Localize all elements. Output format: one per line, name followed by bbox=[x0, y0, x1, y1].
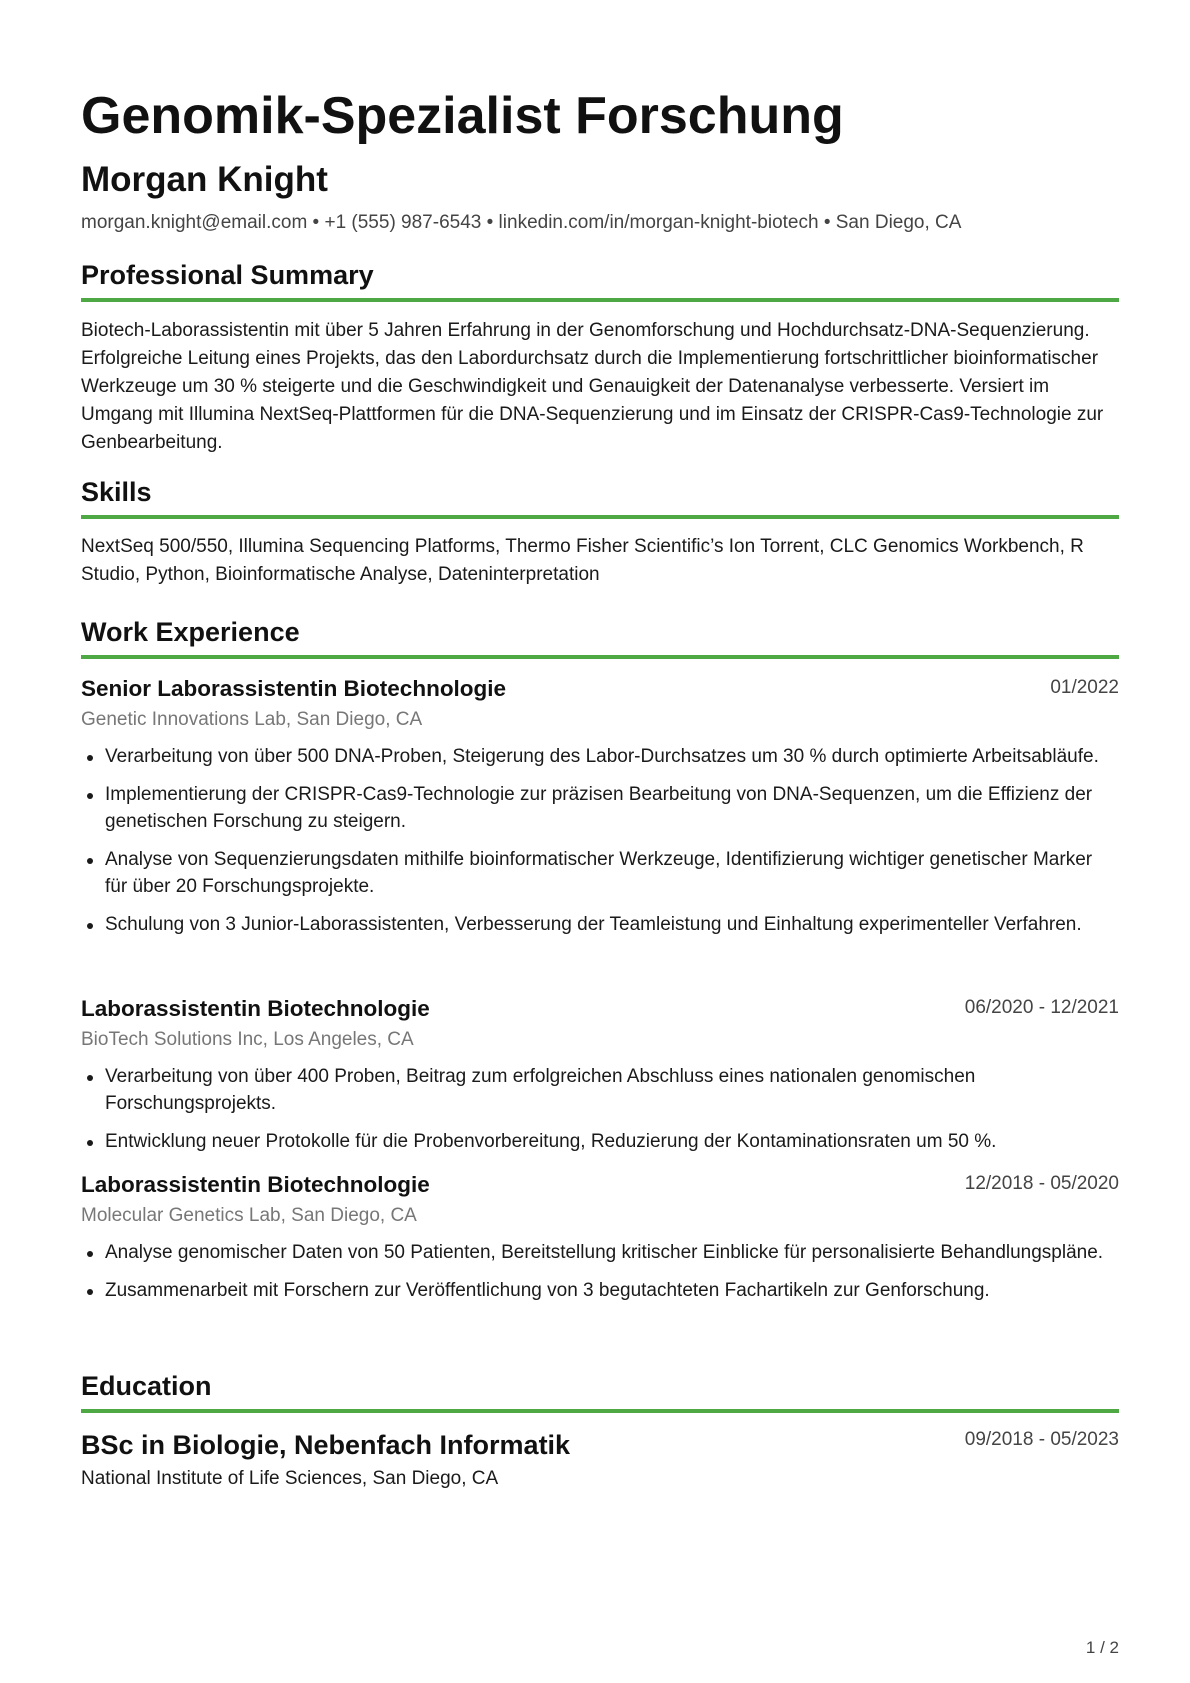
bullet-text: Verarbeitung von über 400 Proben, Beitrag zum erfolgreichen Abschluss eines nationalen genomischen Forschungsprojekts. bbox=[105, 1066, 976, 1114]
bullet-icon bbox=[87, 923, 93, 929]
bullet-text: Analyse von Sequenzierungsdaten mithilfe bioinformatischer Werkzeuge, Identifizierung wichtiger genetischer Marker für über 20 Forschungsprojekte. bbox=[105, 849, 1093, 897]
bullet-icon bbox=[87, 793, 93, 799]
bullet-icon bbox=[87, 755, 93, 761]
job-company: BioTech Solutions Inc, Los Angeles, CA bbox=[81, 1029, 414, 1050]
job-title: Laborassistentin Biotechnologie bbox=[81, 996, 430, 1021]
list-item bbox=[81, 1063, 1119, 1117]
list-item bbox=[81, 846, 1119, 900]
list-item bbox=[81, 1239, 1119, 1266]
bullet-icon bbox=[87, 1289, 93, 1295]
bullet-text: Zusammenarbeit mit Forschern zur Veröffentlichung von 3 begutachteten Fachartikeln zur Genforschung. bbox=[105, 1280, 990, 1301]
summary-divider bbox=[81, 298, 1119, 302]
job-title: Senior Laborassistentin Biotechnologie bbox=[81, 676, 507, 701]
list-item bbox=[81, 911, 1119, 938]
education-heading: Education bbox=[81, 1371, 212, 1401]
job-title: Laborassistentin Biotechnologie bbox=[81, 1172, 430, 1197]
job-company: Molecular Genetics Lab, San Diego, CA bbox=[81, 1205, 417, 1226]
list-item bbox=[81, 1128, 1119, 1155]
contact-line: morgan.knight@email.com • +1 (555) 987-6543 • linkedin.com/in/morgan-knight-biotech • San Diego, CA bbox=[81, 212, 962, 233]
bullet-text: Entwicklung neuer Protokolle für die Probenvorbereitung, Reduzierung der Kontaminationsraten um 50 %. bbox=[105, 1131, 997, 1152]
job-date: 01/2022 bbox=[1050, 677, 1119, 698]
bullet-text: Implementierung der CRISPR-Cas9-Technologie zur präzisen Bearbeitung von DNA-Sequenzen, um die Effizienz der genetischen Forschung zu steigern. bbox=[105, 784, 1093, 832]
resume-title: Genomik-Spezialist Forschung bbox=[81, 87, 844, 145]
education-divider bbox=[81, 1409, 1119, 1413]
experience-divider bbox=[81, 655, 1119, 659]
experience-heading: Work Experience bbox=[81, 617, 300, 647]
bullet-text: Analyse genomischer Daten von 50 Patienten, Bereitstellung kritischer Einblicke für personalisierte Behandlungspläne. bbox=[105, 1242, 1104, 1263]
bullet-icon bbox=[87, 1251, 93, 1257]
page-number: 1 / 2 bbox=[1085, 1638, 1119, 1657]
bullet-icon bbox=[87, 1075, 93, 1081]
school-name: National Institute of Life Sciences, San Diego, CA bbox=[81, 1468, 499, 1489]
person-name: Morgan Knight bbox=[81, 160, 328, 199]
skills-divider bbox=[81, 515, 1119, 519]
job-bullets bbox=[81, 1063, 1119, 1166]
bullet-icon bbox=[87, 1140, 93, 1146]
summary-heading: Professional Summary bbox=[81, 260, 374, 290]
education-date: 09/2018 - 05/2023 bbox=[964, 1429, 1119, 1450]
job-date: 06/2020 - 12/2021 bbox=[964, 997, 1119, 1018]
degree-title: BSc in Biologie, Nebenfach Informatik bbox=[81, 1430, 571, 1460]
bullet-text: Verarbeitung von über 500 DNA-Proben, Steigerung des Labor-Durchsatzes um 30 % durch optimierte Arbeitsabläufe. bbox=[105, 746, 1099, 767]
summary-text: Biotech-Laborassistentin mit über 5 Jahren Erfahrung in der Genomforschung und Hochdurchsatz-DNA-Sequenzierung. Erfolgreiche Leitung eines Projekts, das den Labordurchsatz durch die Implementierung fortschrittlicher bioinformatischer Werkzeuge um 30 % steigerte und die Geschwindigkeit und Genauigkeit der Datenanalyse verbesserte. Versiert im Umgang mit Illumina NextSeq-Plattformen für die DNA-Sequenzierung und im Einsatz der CRISPR-Cas9-Technologie zur Genbearbeitung. bbox=[81, 320, 1104, 453]
job-bullets bbox=[81, 743, 1119, 949]
list-item bbox=[81, 743, 1119, 770]
job-date: 12/2018 - 05/2020 bbox=[964, 1173, 1119, 1194]
skills-text: NextSeq 500/550, Illumina Sequencing Platforms, Thermo Fisher Scientific’s Ion Torrent, CLC Genomics Workbench, R Studio, Python, Bioinformatische Analyse, Dateninterpretation bbox=[81, 536, 1084, 585]
list-item bbox=[81, 1277, 1119, 1304]
job-bullets bbox=[81, 1239, 1119, 1315]
job-company: Genetic Innovations Lab, San Diego, CA bbox=[81, 709, 423, 730]
bullet-icon bbox=[87, 858, 93, 864]
bullet-text: Schulung von 3 Junior-Laborassistenten, Verbesserung der Teamleistung und Einhaltung experimenteller Verfahren. bbox=[105, 914, 1082, 935]
list-item bbox=[81, 781, 1119, 835]
skills-heading: Skills bbox=[81, 477, 152, 507]
